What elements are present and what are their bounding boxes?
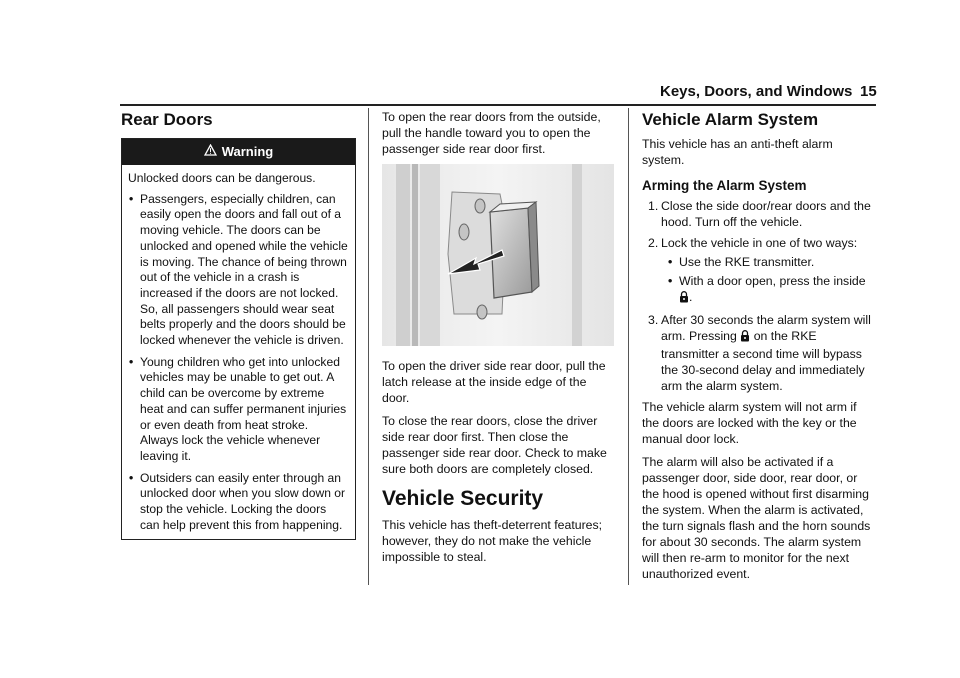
- step-3: [642, 312, 876, 394]
- open-outside-paragraph: To open the rear doors from the outside, pull the handle toward you to open the passenger side rear door first.: [382, 110, 601, 156]
- rear-door-latch-illustration: [382, 164, 614, 346]
- step-2-number: 2.: [648, 236, 659, 250]
- alarm-intro: This vehicle has an anti-theft alarm system.: [642, 137, 833, 167]
- step-1-number: 1.: [648, 199, 659, 213]
- column-divider-2: [628, 108, 629, 585]
- page-number: 15: [860, 83, 877, 100]
- lock-icon: [679, 291, 689, 307]
- running-header-title: Keys, Doors, and Windows: [660, 83, 853, 100]
- warning-body: [122, 165, 355, 539]
- step-2-text: Lock the vehicle in one of two ways:: [661, 236, 858, 250]
- warning-intro: Unlocked doors can be dangerous.: [128, 171, 316, 185]
- warning-bullet: • Outsiders can easily enter through an unlocked door when you slow down or stop the vehicle. Locking the doors can help prevent this from happening.: [128, 471, 349, 534]
- open-driver-paragraph: To open the driver side rear door, pull the latch release at the inside edge of the door.: [382, 359, 606, 405]
- warning-bullet: • Young children who get into unlocked vehicles may be unable to get out. A child can be overcome by extreme heat and can suffer permanent injuries or even death from heat stroke. Always lock the vehicle whenever leaving it.: [128, 355, 349, 465]
- step-2: [642, 235, 876, 307]
- warning-bullet: • Passengers, especially children, can easily open the doors and fall out of a moving vehicle. The doors can be unlocked and opened while the vehicle is moving. The chance of being thrown out of the vehicle in a crash is increased if the doors are not locked. So, all passengers should wear seat belts properly and the doors should be locked whenever the vehicle is driven.: [128, 192, 349, 349]
- step-3-number: 3.: [648, 313, 659, 327]
- column-2: [382, 109, 614, 572]
- rear-doors-heading: Rear Doors: [121, 110, 213, 129]
- lock-icon: [740, 330, 750, 346]
- step-2-bullet-2: [667, 273, 876, 307]
- vehicle-security-paragraph: This vehicle has theft-deterrent features; however, they do not make the vehicle impossible to steal.: [382, 518, 603, 564]
- arming-heading: Arming the Alarm System: [642, 178, 807, 193]
- column-3: [642, 112, 876, 589]
- warning-label: Warning: [221, 144, 274, 159]
- step-2-bullet-1: • Use the RKE transmitter.: [667, 254, 876, 270]
- warning-triangle-icon: [204, 143, 217, 159]
- vehicle-security-heading: Vehicle Security: [382, 487, 544, 510]
- alarm-heading: Vehicle Alarm System: [642, 110, 819, 129]
- step-1: [642, 198, 876, 230]
- step-3-text-a: After 30 seconds the alarm system will arm. Pressing: [661, 313, 871, 343]
- warning-box: [121, 138, 356, 540]
- step-1-text: Close the side door/rear doors and the hood. Turn off the vehicle.: [661, 199, 871, 229]
- column-1: [121, 112, 356, 540]
- step-2-bullet-2-text: With a door open, press the inside: [679, 274, 866, 288]
- header-rule: [120, 104, 876, 106]
- warning-header: [122, 139, 355, 165]
- step-2-bullet-2-end: .: [689, 290, 693, 304]
- column-divider-1: [368, 108, 369, 585]
- step-3-text-b: on the RKE transmitter a second time will bypass the 30-second delay and immediately arm the alarm system.: [661, 329, 865, 393]
- close-paragraph: To close the rear doors, close the driver side rear door first. Then close the passenger side rear door. Check to make sure both doors are completely closed.: [382, 414, 607, 476]
- activated-paragraph: The alarm will also be activated if a passenger door, side door, rear door, or the hood is opened without first disarming the system. When the alarm is activated, the turn signals flash and the horn sounds for about 30 seconds. The alarm system will then re-arm to monitor for the next unauthorized event.: [642, 455, 871, 581]
- not-arm-paragraph: The vehicle alarm system will not arm if the doors are locked with the key or the manual door lock.: [642, 400, 857, 446]
